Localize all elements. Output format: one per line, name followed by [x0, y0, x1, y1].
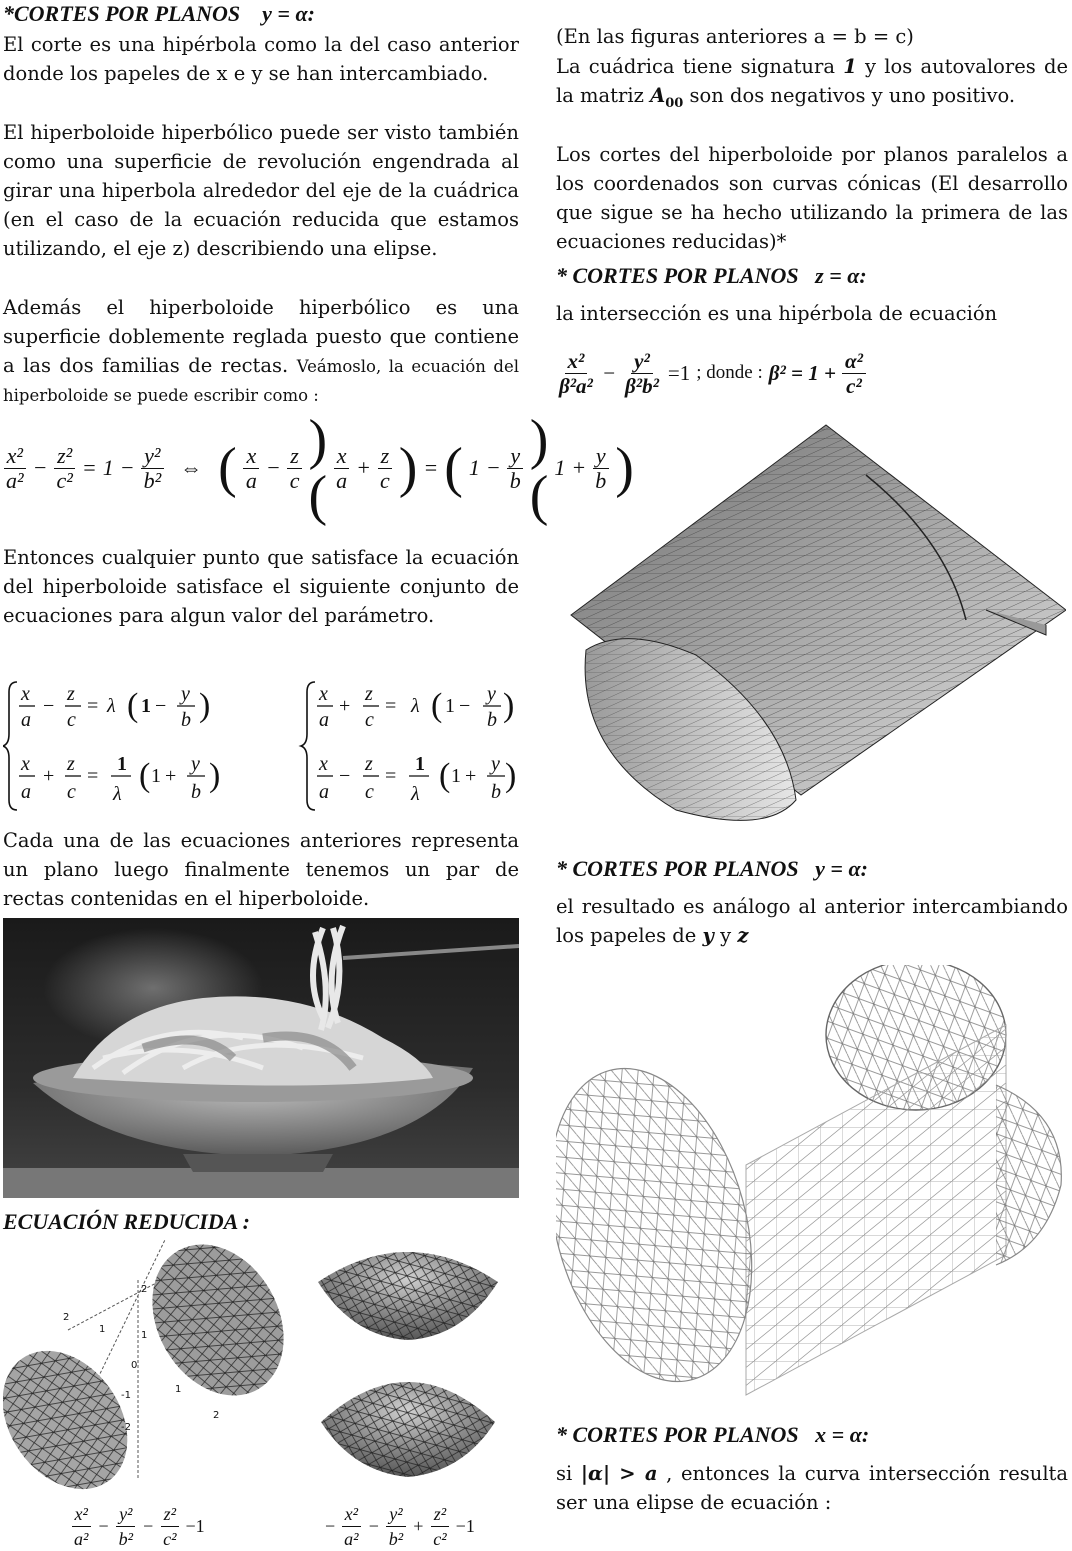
- svg-text:y: y: [487, 683, 496, 705]
- svg-text:−: −: [339, 765, 351, 787]
- equation-hiperboloide: $\frac{\text{x²}}{\text{a²}}$ − $\frac{\text{z²}}{\text{c²}}$ = 1 − $\frac{\text{y²}}{\text{b²}}$ ⇔ ( $\frac{x}{a}$ − $\frac{z}{c}$ )( $\frac{x}{a}$ + $\frac{z}{c}$ ) = ( 1 − $\frac{y}{b}$ )( 1 + $\frac{y}{b}$ ): [3, 428, 519, 508]
- svg-text:=: =: [385, 695, 397, 717]
- equation-corte-z: $\frac{\text{x²}}{\text{β²a²}}$ − $\frac{\text{y²}}{\text{β²b²}}$ =1 ; donde : β² = 1 + $\frac{\text{α²}}{\text{c²}}$: [556, 338, 1068, 408]
- svg-text:x: x: [319, 753, 328, 775]
- heading-cortes-y: *CORTES POR PLANOS y = α:: [3, 1, 315, 26]
- svg-text:z: z: [67, 683, 75, 705]
- iff-symbol: ⇔: [180, 455, 203, 480]
- svg-text:a: a: [21, 709, 31, 731]
- svg-text:b: b: [181, 709, 191, 731]
- svg-text:y: y: [181, 683, 190, 705]
- heading-ecuacion-reducida: ECUACIÓN REDUCIDA :: [3, 1209, 250, 1234]
- svg-text:−: −: [43, 695, 55, 717]
- paragraph-figuras: (En las figuras anteriores a = b = c): [556, 25, 914, 48]
- svg-text:1: 1: [141, 695, 151, 717]
- svg-text:1: 1: [99, 1324, 106, 1335]
- paragraph-cortes: Los cortes del hiperboloide por planos paralelos a los coordenados son curvas cónicas (El desarrollo que sigue se ha hecho utilizando la primera de las ecuaciones reducidas)*: [556, 143, 1068, 253]
- svg-text:): ): [503, 687, 515, 724]
- svg-text:(: (: [139, 757, 151, 794]
- y-plane-cut-figure: [556, 965, 1068, 1405]
- svg-text:(: (: [439, 757, 451, 794]
- paragraph-signatura: La cuádrica tiene signatura 1 y los autovalores de la matriz $A_{00}$ son dos negativos y uno positivo.: [556, 55, 1069, 111]
- paragraph-analogo: el resultado es análogo al anterior intercambiando los papeles de y y z: [556, 895, 1068, 947]
- caption-equation-2: − $\frac{\text{x²}}{\text{a²}}$ − $\frac{\text{y²}}{\text{b²}}$ + $\frac{\text{z²}}{\text{c²}}$ −1: [325, 1504, 475, 1549]
- svg-text:c: c: [67, 709, 76, 731]
- fraction: $\frac{\text{x²}}{\text{a²}}$: [3, 444, 27, 493]
- paragraph-interseccion: la intersección es una hipérbola de ecuación: [556, 302, 998, 325]
- svg-text:−: −: [459, 695, 471, 717]
- paragraph-reglada: Además el hiperboloide hiperbólico es una superficie doblemente reglada puesto que contiene a las dos familias de rectas. Veámoslo, la ecuación del hiperboloide se puede escribir como :: [3, 296, 519, 405]
- svg-text:-2: -2: [121, 1422, 131, 1433]
- svg-text:): ): [199, 687, 211, 724]
- svg-text:x: x: [21, 753, 30, 775]
- svg-text:c: c: [365, 781, 374, 803]
- z-plane-cut-figure: [566, 420, 1066, 840]
- svg-text:+: +: [43, 765, 55, 787]
- svg-text:2: 2: [141, 1284, 148, 1295]
- svg-text:+: +: [465, 765, 477, 787]
- svg-text:z: z: [67, 753, 75, 775]
- svg-text:c: c: [67, 781, 76, 803]
- svg-text:b: b: [487, 709, 497, 731]
- svg-text:+: +: [165, 765, 177, 787]
- paragraph-elipse: si |α| > a , entonces la curva intersección resulta ser una elipse de ecuación :: [556, 1462, 1069, 1514]
- paragraph-entonces: Entonces cualquier punto que satisface la ecuación del hiperboloide satisface el siguiente conjunto de ecuaciones para algun valor del parámetro.: [3, 546, 519, 627]
- svg-text:2: 2: [213, 1410, 220, 1421]
- equation-systems: [3, 676, 519, 816]
- paragraph-hiperbola: El corte es una hipérbola como la del caso anterior donde los papeles de x e y se han intercambiado.: [3, 33, 519, 85]
- pasta-bowl-photo: [3, 918, 519, 1198]
- svg-text:a: a: [319, 709, 329, 731]
- paraboloid-figures: [313, 1232, 503, 1497]
- svg-text:x: x: [319, 683, 328, 705]
- svg-text:1: 1: [117, 753, 127, 775]
- svg-text:0: 0: [131, 1360, 138, 1371]
- hyperboloid-two-sheets-figure: [3, 1240, 293, 1500]
- svg-text:): ): [209, 757, 221, 794]
- heading-cortes-z: * CORTES POR PLANOS z = α:: [556, 263, 867, 288]
- svg-text:λ: λ: [411, 695, 420, 717]
- svg-text:=: =: [87, 695, 99, 717]
- svg-text:z: z: [365, 683, 373, 705]
- svg-text:a: a: [21, 781, 31, 803]
- heading-cortes-y-right: * CORTES POR PLANOS y = α:: [556, 856, 868, 881]
- svg-text:1: 1: [175, 1384, 182, 1395]
- svg-text:λ: λ: [113, 783, 122, 805]
- svg-text:x: x: [21, 683, 30, 705]
- svg-text:y: y: [491, 753, 500, 775]
- svg-text:+: +: [339, 695, 351, 717]
- svg-text:1: 1: [151, 765, 161, 787]
- svg-text:c: c: [365, 709, 374, 731]
- svg-text:a: a: [319, 781, 329, 803]
- svg-text:z: z: [365, 753, 373, 775]
- svg-text:): ): [505, 757, 517, 794]
- svg-text:2: 2: [63, 1312, 70, 1323]
- svg-text:1: 1: [141, 1330, 148, 1341]
- svg-text:b: b: [191, 781, 201, 803]
- systems-svg: [3, 676, 519, 816]
- svg-text:(: (: [431, 687, 443, 724]
- svg-text:b: b: [491, 781, 501, 803]
- svg-text:λ: λ: [107, 695, 116, 717]
- paragraph-revolucion: El hiperboloide hiperbólico puede ser visto también como una superficie de revolución engendrada al girar una hiperbola alrededor del eje de la cuádrica (en el caso de la ecuación reducida que estamos utilizando, el eje z) describiendo una elipse.: [3, 121, 519, 260]
- paragraph-cada-una: Cada una de las ecuaciones anteriores representa un plano luego finalmente tenemos un par de rectas contenidas en el hiperboloide.: [3, 829, 519, 910]
- svg-text:-1: -1: [121, 1390, 131, 1401]
- svg-text:=: =: [87, 765, 99, 787]
- svg-text:1: 1: [445, 695, 455, 717]
- svg-text:1: 1: [415, 753, 425, 775]
- heading-cortes-x: * CORTES POR PLANOS x = α:: [556, 1422, 870, 1447]
- svg-text:y: y: [191, 753, 200, 775]
- svg-text:(: (: [127, 687, 139, 724]
- caption-equation-1: $\frac{\text{x²}}{\text{a²}}$ − $\frac{\text{y²}}{\text{b²}}$ − $\frac{\text{z²}}{\text{c²}}$ −1: [71, 1502, 205, 1551]
- svg-text:λ: λ: [411, 783, 420, 805]
- svg-text:−: −: [155, 695, 167, 717]
- svg-text:=: =: [385, 765, 397, 787]
- svg-text:1: 1: [451, 765, 461, 787]
